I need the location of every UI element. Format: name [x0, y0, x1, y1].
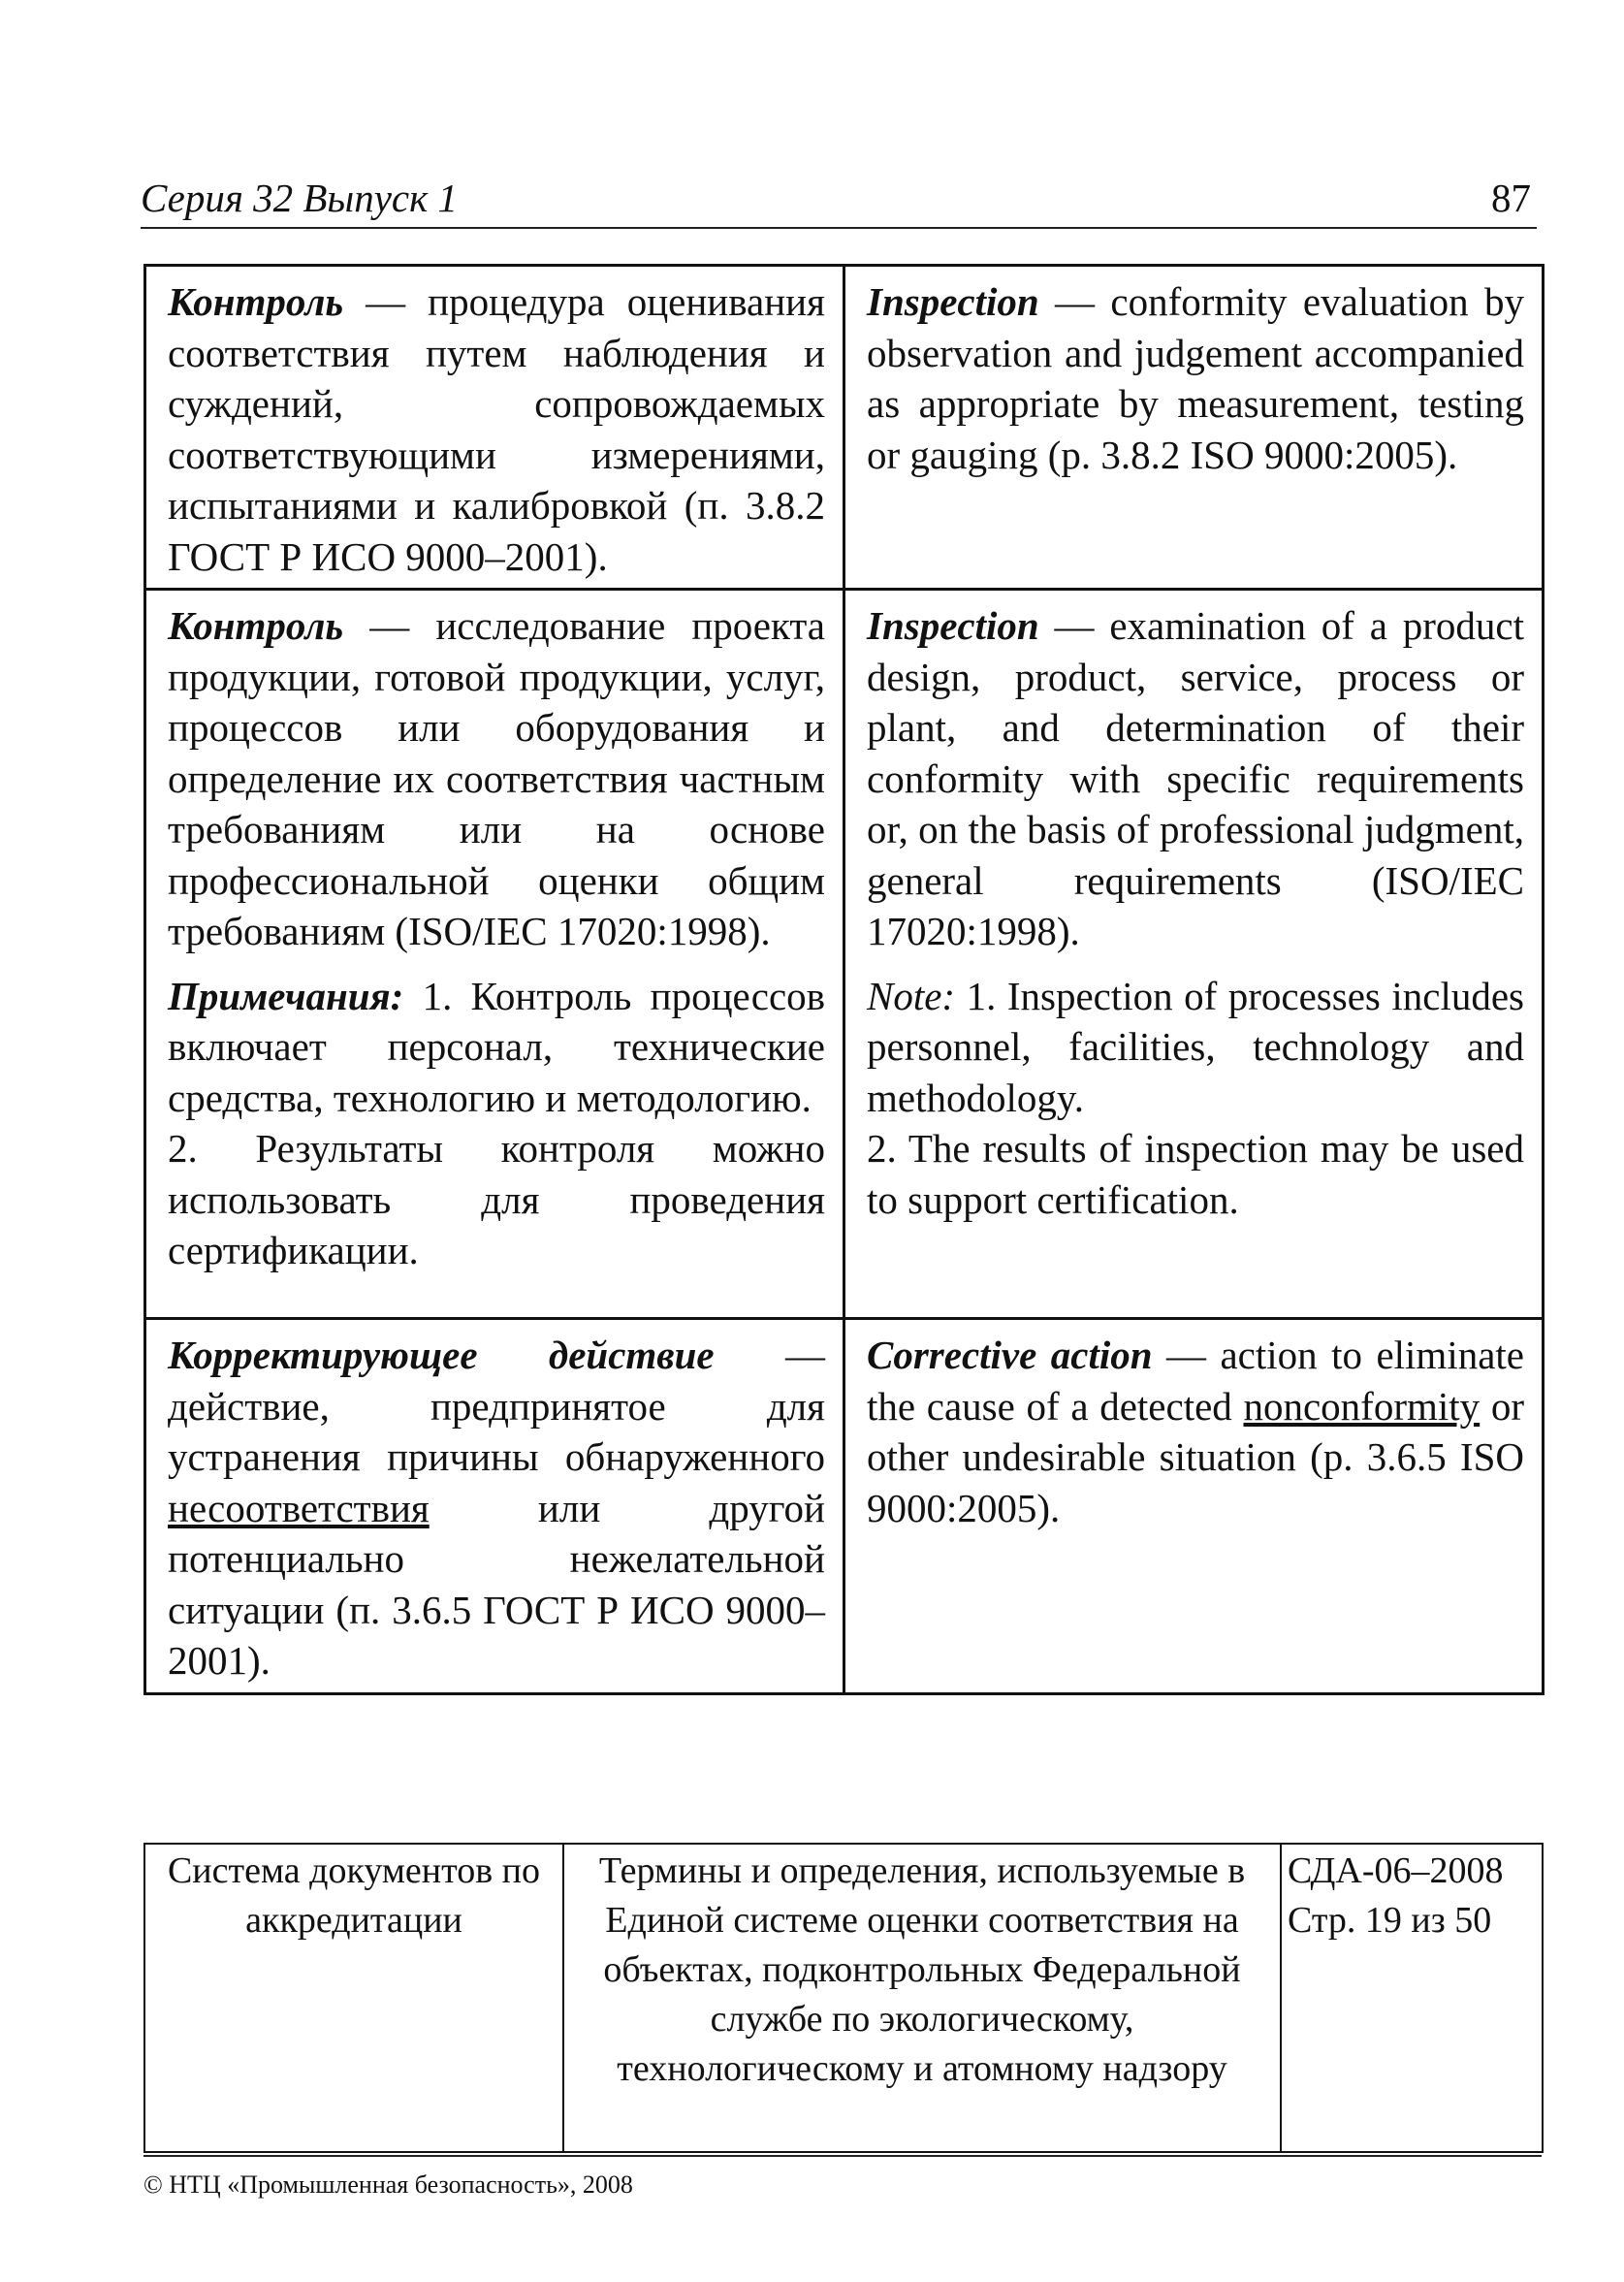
table-row [145, 590, 1544, 1319]
ru-term: Корректирующее действие [168, 1333, 715, 1377]
en-note-label: Note: [867, 973, 956, 1018]
en-definition: — conformity evaluation by observation and judgement accompanied as appropriate by measurement, testing or gauging (p. 3.8.2 ISO 9000:2005). [867, 279, 1524, 477]
system-name: Система документов по аккредитации [144, 1844, 563, 2152]
table-row [145, 266, 1544, 590]
document-footer-table [143, 1843, 1544, 2153]
ru-note-label: Примечания: [168, 973, 404, 1018]
ru-note-1: 1. Контроль процессов включает персонал, технические средства, технологию и методологию. [168, 973, 825, 1120]
en-cell [844, 266, 1544, 590]
ru-note-2: 2. Результаты контроля можно использовать для проведения сертификации. [168, 1126, 825, 1272]
ru-term: Контроль [168, 279, 344, 324]
en-definition: — examination of a product design, product, service, process or plant, and determination of their conformity with specific requirements or, on the basis of professional judgment, general requirements (ISO/IEC 17020:1998). [867, 603, 1524, 953]
table-row [144, 1844, 1543, 2152]
en-term: Corrective action [867, 1333, 1153, 1377]
ru-cell [145, 1319, 844, 1694]
en-term: Inspection [867, 603, 1039, 648]
document-code-cell [1281, 1844, 1543, 2152]
document-title: Термины и определения, используемые в Единой системе оценки соответствия на объектах, подконтрольных Федеральной службе по экологическому, технологическому и атомному надзору [563, 1844, 1281, 2152]
terms-table [143, 264, 1544, 1695]
ru-cell [145, 266, 844, 590]
table-row [145, 1319, 1544, 1694]
en-definition-start: — action to eliminate the cause of a detected [867, 1333, 1524, 1429]
ru-definition: — исследование проекта продукции, готовой продукции, услуг, процессов или оборудования и определение их соответствия частным требованиям или на основе профессиональной оценки общим требованиям (ISO/IEC 17020:1998). [168, 603, 825, 953]
en-note-1: 1. Inspection of processes includes personnel, facilities, technology and methodology. [867, 973, 1524, 1120]
en-cell [844, 1319, 1544, 1694]
en-nonconformity-link[interactable]: nonconformity [1243, 1383, 1481, 1429]
ru-nonconformity-link[interactable]: несоответствия [168, 1485, 430, 1530]
page-info: Стр. 19 из 50 [1288, 1900, 1492, 1941]
page-number: 87 [1491, 176, 1531, 220]
document-code: СДА-06–2008 [1288, 1850, 1504, 1891]
en-note-2: 2. The results of inspection may be used to support certification. [867, 1126, 1524, 1222]
en-term: Inspection [867, 279, 1039, 324]
en-cell [844, 590, 1544, 1319]
page-header [141, 173, 1537, 229]
en-definition-end: or other undesirable situation (p. 3.6.5 ISO 9000:2005). [867, 1383, 1525, 1530]
ru-definition-end: или другой потенциально нежелательной ситуации (п. 3.6.5 ГОСТ Р ИСО 9000–2001). [168, 1485, 825, 1683]
ru-definition: — процедура оценивания соответствия путем наблюдения и суждений, сопровождаемых соответствующими измерениями, испытаниями и калибровкой (п. 3.8.2 ГОСТ Р ИСО 9000–2001). [168, 279, 825, 579]
ru-cell [145, 590, 844, 1319]
copyright: © НТЦ «Промышленная безопасность», 2008 [143, 2155, 1542, 2200]
series-label: Серия 32 Выпуск 1 [141, 176, 459, 220]
ru-definition-start: — действие, предпринятое для устранения причины обнаруженного [168, 1333, 826, 1479]
ru-term: Контроль [168, 603, 344, 648]
